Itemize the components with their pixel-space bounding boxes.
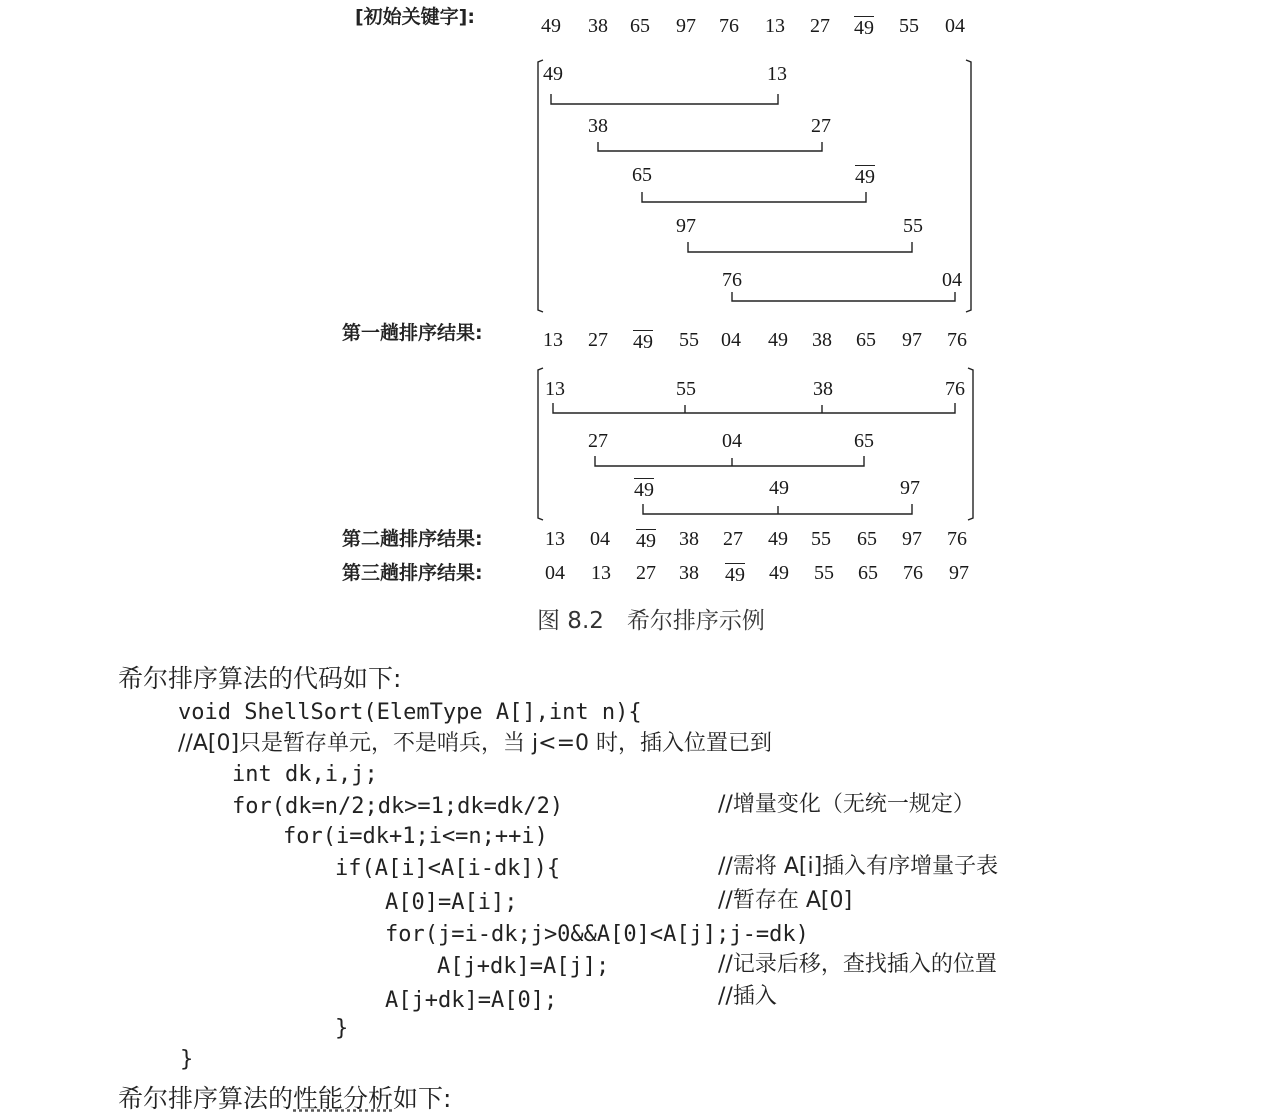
initial-key: 76	[719, 15, 739, 37]
code-comment: //增量变化（无统一规定）	[718, 792, 975, 817]
bracket-1-right	[966, 60, 971, 312]
pass1-key: 38	[812, 329, 832, 351]
group1-line-5	[732, 292, 955, 301]
group1-key: 97	[676, 215, 696, 237]
pass2-key: 38	[679, 528, 699, 550]
group2-key: 27	[588, 430, 608, 452]
pass2-key: 55	[811, 528, 831, 550]
pass1-key: 49	[633, 331, 653, 353]
group2-key: 76	[945, 378, 965, 400]
group2-key: 38	[813, 378, 833, 400]
pass1-key: 97	[902, 329, 922, 351]
initial-key: 55	[899, 15, 919, 37]
group2-key: 49	[769, 477, 789, 499]
pass3-key: 04	[545, 562, 565, 584]
pass2-key: 76	[947, 528, 967, 550]
pass1-key: 76	[947, 329, 967, 351]
performance-intro-link: 性能分析	[293, 1084, 394, 1113]
pass3-key: 27	[636, 562, 656, 584]
initial-key: 97	[676, 15, 696, 37]
performance-intro-c: 如下:	[393, 1084, 452, 1113]
group1-key: 38	[588, 115, 608, 137]
code-intro: 希尔排序算法的代码如下:	[118, 664, 402, 693]
group2-key: 04	[722, 430, 742, 452]
code-line: for(dk=n/2;dk>=1;dk=dk/2)	[232, 794, 564, 819]
figure-caption: 图 8.2 希尔排序示例	[537, 608, 765, 634]
group1-line-3	[642, 192, 866, 202]
group1-key: 04	[942, 269, 962, 291]
pass1-key: 65	[856, 329, 876, 351]
performance-intro-a: 希尔排序算法的	[118, 1084, 294, 1113]
group2-key: 13	[545, 378, 565, 400]
group1-key: 55	[903, 215, 923, 237]
group1-line-4	[688, 242, 912, 252]
pass2-key: 27	[723, 528, 743, 550]
code-line: if(A[i]<A[i-dk]){	[335, 856, 561, 881]
bracket-2-right	[968, 368, 973, 520]
pass3-key: 13	[591, 562, 611, 584]
group1-line-1	[551, 94, 778, 104]
pass3-label: 第三趟排序结果:	[342, 562, 483, 584]
code-line: }	[180, 1047, 194, 1072]
initial-key: 38	[588, 15, 608, 37]
pass3-key: 76	[903, 562, 923, 584]
group1-key: 65	[632, 164, 652, 186]
group2-key: 49	[634, 479, 654, 501]
code-comment: //插入	[718, 984, 777, 1009]
pass3-key: 55	[814, 562, 834, 584]
code-comment: //需将 A[i]插入有序增量子表	[718, 854, 999, 879]
bracket-2-left	[538, 368, 543, 520]
pass2-label: 第二趟排序结果:	[342, 528, 483, 550]
initial-key: 49	[541, 15, 561, 37]
code-line: }	[335, 1016, 349, 1041]
pass2-key: 97	[902, 528, 922, 550]
pass3-key: 65	[858, 562, 878, 584]
pass2-key: 65	[857, 528, 877, 550]
pass1-label: 第一趟排序结果:	[342, 322, 483, 344]
group2-key: 97	[900, 477, 920, 499]
pass1-key: 55	[679, 329, 699, 351]
group1-key: 49	[855, 166, 875, 188]
pass2-key: 49	[636, 530, 656, 552]
code-line: int dk,i,j;	[232, 762, 378, 787]
bracket-1-left	[538, 60, 543, 312]
code-line: //A[0]只是暂存单元，不是哨兵，当 j<=0 时，插入位置已到	[178, 731, 773, 756]
group2-line-2	[595, 456, 864, 466]
group2-key: 65	[854, 430, 874, 452]
initial-key: 27	[810, 15, 830, 37]
pass1-key: 49	[768, 329, 788, 351]
pass3-key: 97	[949, 562, 969, 584]
group2-line-1	[553, 403, 955, 413]
pass1-key: 27	[588, 329, 608, 351]
group1-key: 76	[722, 269, 742, 291]
code-line: A[0]=A[i];	[385, 890, 518, 915]
group1-key: 27	[811, 115, 831, 137]
pass3-key: 49	[725, 564, 745, 586]
group1-key: 13	[767, 63, 787, 85]
pass2-key: 49	[768, 528, 788, 550]
pass2-key: 04	[590, 528, 610, 550]
group1-key: 49	[543, 63, 563, 85]
code-comment: //暂存在 A[0]	[718, 888, 853, 913]
code-line: A[j+dk]=A[0];	[385, 988, 558, 1013]
pass1-key: 04	[721, 329, 741, 351]
initial-key: 13	[765, 15, 785, 37]
initial-key: 49	[854, 17, 874, 39]
group2-line-3	[643, 504, 912, 514]
code-line: void ShellSort(ElemType A[],int n){	[178, 700, 642, 725]
pass3-key: 38	[679, 562, 699, 584]
group1-line-2	[598, 142, 822, 151]
code-line: for(i=dk+1;i<=n;++i)	[283, 824, 548, 849]
code-line: A[j+dk]=A[j];	[437, 954, 610, 979]
initial-key: 04	[945, 15, 965, 37]
pass3-key: 49	[769, 562, 789, 584]
code-line: for(j=i-dk;j>0&&A[0]<A[j];j-=dk)	[385, 922, 809, 947]
group2-key: 55	[676, 378, 696, 400]
code-comment: //记录后移，查找插入的位置	[718, 952, 997, 977]
pass2-key: 13	[545, 528, 565, 550]
initial-keys-label: [初始关键字]:	[355, 6, 475, 28]
pass1-key: 13	[543, 329, 563, 351]
performance-intro	[118, 1086, 451, 1111]
initial-key: 65	[630, 15, 650, 37]
